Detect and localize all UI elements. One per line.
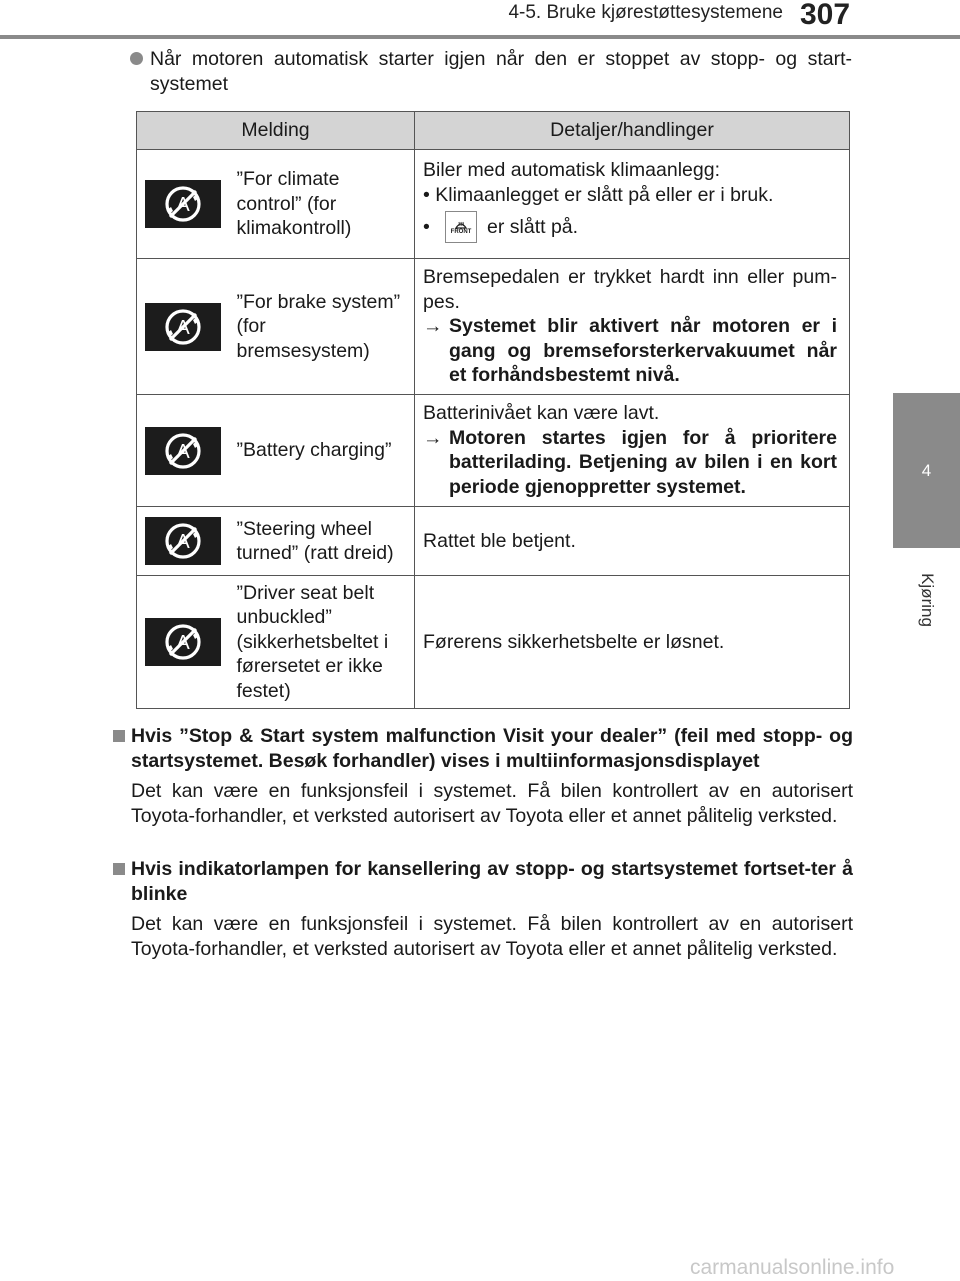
message-cell: ”For climate control” (for klimakontroll) <box>233 150 415 259</box>
icon-cell <box>137 150 233 259</box>
section-heading-text: Hvis indikatorlampen for kansellering av stopp- og startsystemet fortset-ter å blinke <box>131 858 853 905</box>
stop-start-a-off-icon <box>145 303 221 351</box>
message-cell: ”Steering wheel turned” (ratt dreid) <box>233 507 415 576</box>
detail-cell <box>415 395 850 507</box>
detail-intro: Batterinivået kan være lavt. <box>423 402 660 424</box>
header-detaljer: Detaljer/handlinger <box>415 112 850 150</box>
chapter-tab-label: Kjøring <box>917 573 937 627</box>
detail-cell: Førerens sikkerhetsbelte er løsnet. <box>415 576 850 709</box>
chapter-tab-number: 4 <box>893 393 960 548</box>
message-cell: ”Battery charging” <box>233 395 415 507</box>
page-number: 307 <box>800 0 851 31</box>
detail-result-text: Motoren startes igjen for å prioritere batterilading. Betjening av bilen i en kort periode gjenoppretter systemet. <box>449 426 837 498</box>
stop-start-a-off-icon <box>145 180 221 228</box>
header-divider <box>0 35 960 39</box>
circle-bullet-icon <box>130 52 143 65</box>
icon-cell <box>137 576 233 709</box>
table-row <box>137 576 850 709</box>
detail-cell <box>415 150 850 259</box>
section-body: Det kan være en funksjonsfeil i systemet. Få bilen kontrollert av en autorisert Toyota-forhandler, et verksted autorisert av Toyota eller et annet pålitelig verksted. <box>131 913 853 960</box>
intro-text: Når motoren automatisk starter igjen når den er stoppet av stopp- og start-systemet <box>150 48 852 95</box>
icon-cell <box>137 395 233 507</box>
section-heading <box>113 724 853 774</box>
table-header-row <box>137 112 850 150</box>
square-bullet-icon <box>113 863 125 875</box>
table-row <box>137 507 850 576</box>
detail-result <box>423 426 837 500</box>
section-indicator-blinking <box>113 857 853 962</box>
detail-bullet-text: er slått på. <box>487 215 579 238</box>
detail-bullet: • Klimaanlegget er slått på eller er i bruk. <box>423 183 774 206</box>
icon-cell <box>137 259 233 395</box>
header-section-title: 4-5. Bruke kjørestøttesystemene <box>508 2 783 23</box>
table-row <box>137 259 850 395</box>
detail-bullet-front <box>423 211 837 243</box>
header-melding: Melding <box>137 112 415 150</box>
chapter-tab <box>893 560 960 640</box>
front-label: FRONT <box>450 228 472 235</box>
table-row <box>137 150 850 259</box>
detail-cell <box>415 259 850 395</box>
stop-start-a-off-icon <box>145 517 221 565</box>
section-malfunction-message <box>113 724 853 829</box>
detail-intro: Bremsepedalen er trykket hardt inn eller pum-pes. <box>423 266 837 313</box>
section-heading <box>113 857 853 907</box>
detail-intro: Biler med automatisk klimaanlegg: <box>423 159 720 181</box>
detail-result <box>423 314 837 388</box>
arrow-icon: → <box>423 426 443 449</box>
square-bullet-icon <box>113 730 125 742</box>
message-cell: ”Driver seat belt unbuckled” (sikkerhetsbeltet i førersetet er ikke festet) <box>233 576 415 709</box>
section-body: Det kan være en funksjonsfeil i systemet. Få bilen kontrollert av en autorisert Toyota-forhandler, et verksted autorisert av Toyota eller et annet pålitelig verksted. <box>131 780 853 827</box>
icon-cell <box>137 507 233 576</box>
front-defroster-icon <box>445 211 477 243</box>
stop-start-a-off-icon <box>145 618 221 666</box>
detail-cell: Rattet ble betjent. <box>415 507 850 576</box>
message-table <box>136 111 850 709</box>
bullet-dot: • <box>423 215 430 238</box>
intro-paragraph <box>130 47 852 97</box>
section-heading-text: Hvis ”Stop & Start system malfunction Visit your dealer” (feil med stopp- og startsystemet. Besøk forhandler) vises i multiinformasjonsdisplayet <box>131 725 853 772</box>
table-row <box>137 395 850 507</box>
watermark: carmanualsonline.info <box>690 1256 895 1279</box>
arrow-icon: → <box>423 315 443 337</box>
stop-start-a-off-icon <box>145 427 221 475</box>
message-cell: ”For brake system” (for bremsesystem) <box>233 259 415 395</box>
detail-result-text: Systemet blir aktivert når motoren er i gang og bremseforsterkervakuumet når et forhåndsbestemt nivå. <box>449 315 837 386</box>
